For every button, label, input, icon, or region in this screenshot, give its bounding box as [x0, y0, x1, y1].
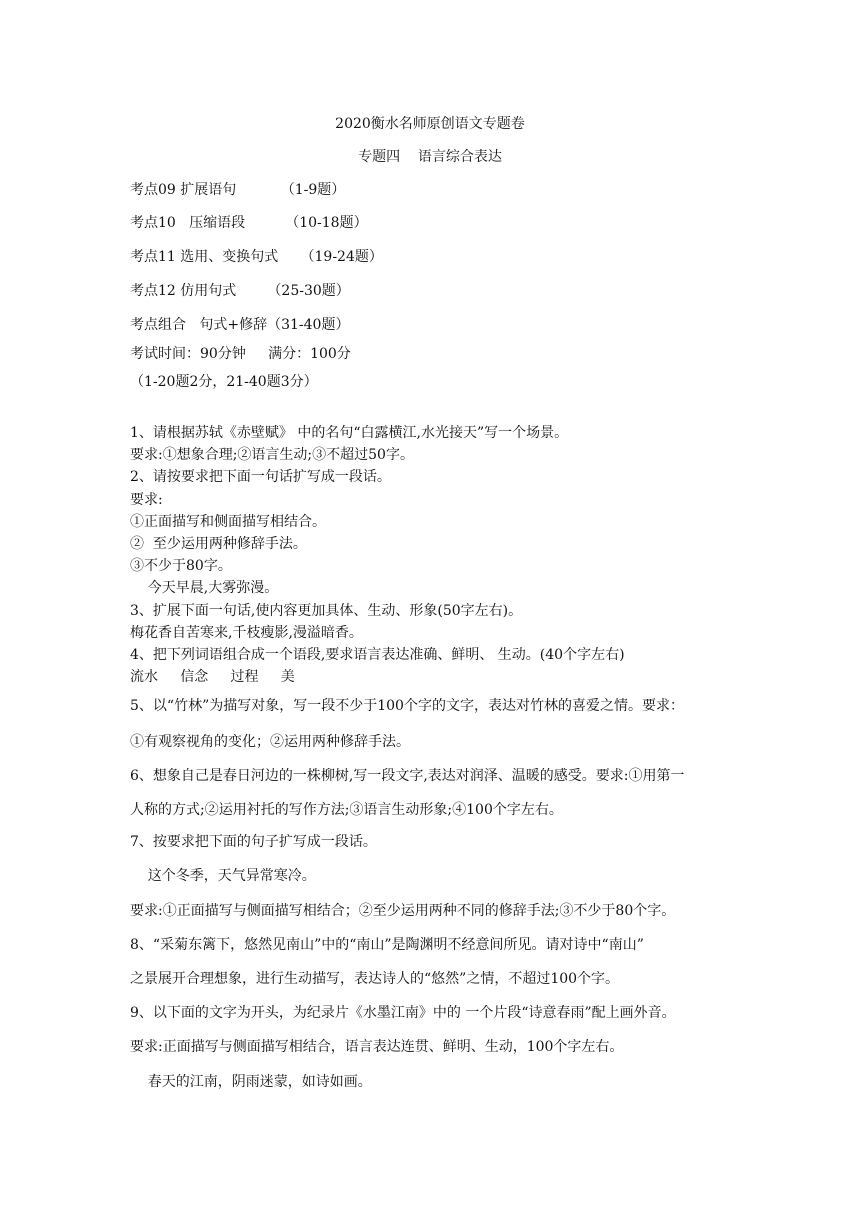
question-line: 春天的江南，阴雨迷蒙，如诗如画。	[130, 1074, 372, 1090]
info-line: 考点09 扩展语句 （1-9题）	[130, 182, 346, 198]
question-line: 要求:①正面描写与侧面描写相结合；②至少运用两种不同的修辞手法;③不少于80个字。	[130, 903, 676, 919]
question-line: ③不少于80字。	[130, 558, 232, 574]
info-line: 考点10 压缩语段 （10-18题）	[130, 215, 368, 231]
exam-title: 2020衡水名师原创语文专题卷	[335, 116, 525, 132]
question-line: 4、把下列词语组合成一个语段,要求语言表达准确、鲜明、 生动。(40个字左右)	[130, 647, 625, 663]
question-line: 今天早晨,大雾弥漫。	[130, 580, 279, 596]
info-line: 考点12 仿用句式 （25-30题）	[130, 283, 350, 299]
question-line: 5、以“竹林”为描写对象，写一段不少于100个字的文字，表达对竹林的喜爱之情。要求：	[130, 698, 684, 714]
question-line: 1、请根据苏轼《赤壁赋》 中的名句“白露横江,水光接天”写一个场景。	[130, 425, 569, 441]
question-line: 要求:正面描写与侧面描写相结合，语言表达连贯、鲜明、生动，100个字左右。	[130, 1039, 624, 1055]
question-line: 3、扩展下面一句话,使内容更加具体、生动、形象(50字左右)。	[130, 603, 523, 619]
question-line: ①正面描写和侧面描写相结合。	[130, 514, 326, 530]
question-line: 人称的方式;②运用衬托的写作方法;③语言生动形象;④100个字左右。	[130, 802, 563, 818]
question-line: 6、想象自己是春日河边的一株柳树,写一段文字,表达对润泽、温暖的感受。要求:①用第一	[130, 768, 685, 784]
question-line: 之景展开合理想象，进行生动描写，表达诗人的“悠然”之情，不超过100个字。	[130, 971, 620, 987]
info-line: 考点11 选用、变换句式 （19-24题）	[130, 249, 383, 265]
info-line: 考点组合 句式+修辞（31-40题）	[130, 317, 350, 333]
topic-subtitle: 专题四 语言综合表达	[358, 149, 502, 165]
question-line: 2、请按要求把下面一句话扩写成一段话。	[130, 469, 391, 485]
question-line: ①有观察视角的变化；②运用两种修辞手法。	[130, 734, 410, 750]
question-line: 9、以下面的文字为开头，为纪录片《水墨江南》中的 一个片段“诗意春雨”配上画外音。	[130, 1005, 676, 1021]
question-line: 这个冬季，天气异常寒冷。	[130, 868, 316, 884]
info-line: 考试时间：90分钟 满分：100分	[130, 346, 351, 362]
question-line: 7、按要求把下面的句子扩写成一段话。	[130, 834, 377, 850]
question-line: 梅花香自苦寒来,千枝瘦影,漫溢暗香。	[130, 625, 363, 641]
info-line: （1-20题2分，21-40题3分）	[130, 374, 318, 390]
question-line: ② 至少运用两种修辞手法。	[130, 536, 307, 552]
question-line: 8、“采菊东篱下，悠然见南山”中的“南山”是陶渊明不经意间所见。请对诗中“南山”	[130, 937, 644, 953]
question-line: 要求:	[130, 492, 163, 508]
question-line: 要求:①想象合理;②语言生动;③不超过50字。	[130, 447, 414, 463]
question-line: 流水 信念 过程 美	[130, 669, 295, 685]
